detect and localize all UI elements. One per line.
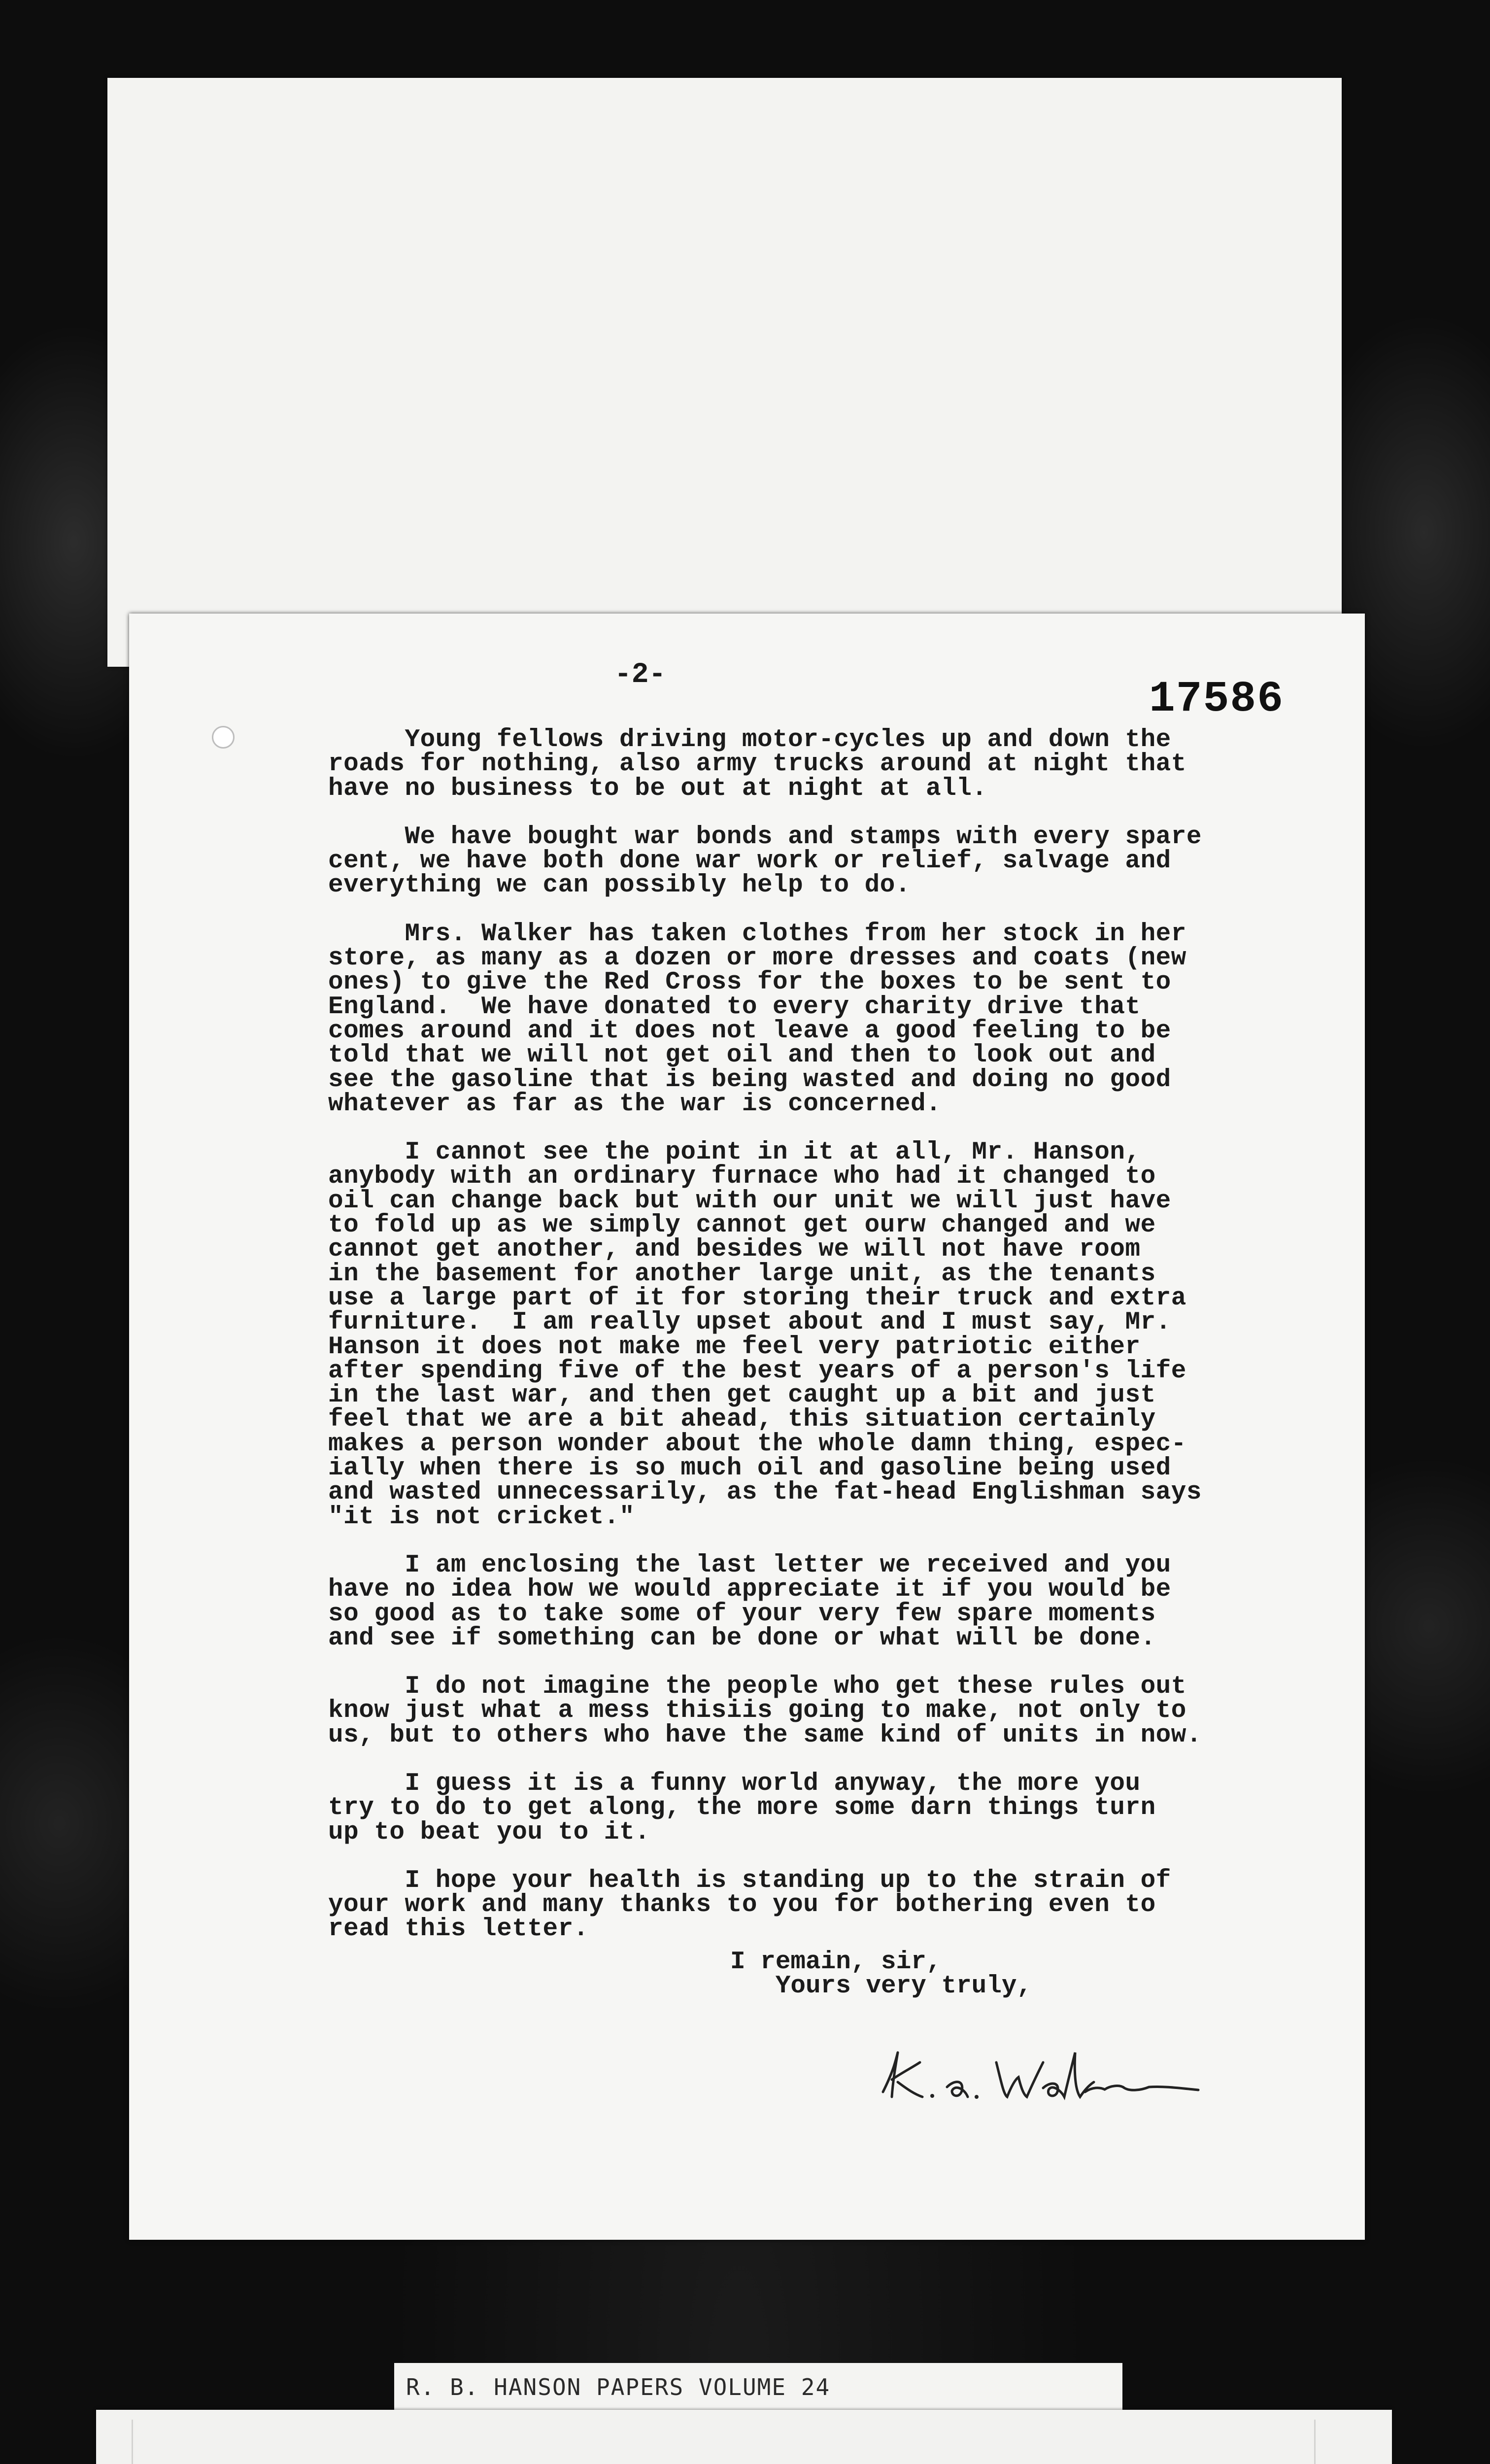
closing-line: I remain, sir, [730, 1948, 942, 1976]
letter-page [129, 614, 1365, 2240]
text-line: I do not imagine the people who get these rules out [328, 1673, 1186, 1701]
text-line: We have bought war bonds and stamps with every spare [328, 822, 1202, 851]
text-line: told that we will not get oil and then to look out and [328, 1041, 1156, 1070]
text-line: see the gasoline that is being wasted and doing no good [328, 1065, 1171, 1094]
text-line: anybody with an ordinary furnace who had it changed to [328, 1163, 1156, 1191]
page-number: -2- [614, 659, 666, 691]
text-line: cent, we have both done war work or relief, salvage and [328, 847, 1171, 876]
paragraph [328, 728, 1333, 801]
text-line: feel that we are a bit ahead, this situation certainly [328, 1405, 1156, 1434]
text-line: store, as many as a dozen or more dresses and coats (new [328, 944, 1186, 973]
letter-body [328, 728, 1333, 1942]
text-line: use a large part of it for storing their truck and extra [328, 1284, 1186, 1312]
text-line: makes a person wonder about the whole damn thing, espec- [328, 1430, 1186, 1458]
text-line: comes around and it does not leave a good feeling to be [328, 1017, 1171, 1045]
text-line: everything we can possibly help to do. [328, 871, 911, 900]
text-line: whatever as far as the war is concerned. [328, 1090, 942, 1118]
paragraph [328, 1553, 1333, 1650]
archive-stamp-card [96, 2410, 1392, 2464]
closing [730, 1950, 1032, 1999]
text-line: us, but to others who have the same kind of units in now. [328, 1721, 1202, 1749]
text-line: in the last war, and then get caught up a bit and just [328, 1381, 1156, 1410]
text-line: I hope your health is standing up to the strain of [328, 1866, 1171, 1895]
text-line: have no idea how we would appreciate it if you would be [328, 1575, 1171, 1604]
text-line: your work and many thanks to you for bothering even to [328, 1891, 1156, 1919]
text-line: in the basement for another large unit, as the tenants [328, 1260, 1156, 1288]
text-line: have no business to be out at night at all. [328, 774, 987, 803]
text-line: up to beat you to it. [328, 1818, 650, 1847]
text-line: I am enclosing the last letter we received and you [328, 1551, 1171, 1579]
text-line: ones) to give the Red Cross for the boxes to be sent to [328, 968, 1171, 997]
text-line: furniture. I am really upset about and I must say, Mr. [328, 1308, 1171, 1337]
text-line: so good as to take some of your very few spare moments [328, 1600, 1156, 1628]
card-edge-left [102, 2420, 133, 2464]
volume-label-text: R. B. HANSON PAPERS VOLUME 24 [406, 2374, 831, 2400]
text-line: to fold up as we simply cannot get ourw changed and we [328, 1211, 1156, 1240]
previous-page-sheet [107, 78, 1342, 667]
text-line: try to do to get along, the more some darn things turn [328, 1794, 1156, 1822]
text-line: after spending five of the best years of a person's life [328, 1357, 1186, 1385]
paragraph [328, 1769, 1333, 1847]
text-line: I guess it is a funny world anyway, the more you [328, 1769, 1141, 1798]
paragraph [328, 822, 1333, 900]
text-line: I cannot see the point in it at all, Mr. Hanson, [328, 1138, 1141, 1167]
card-edge-right [1314, 2420, 1345, 2464]
document-number: 17586 [1149, 675, 1285, 724]
text-line: "it is not cricket." [328, 1503, 635, 1531]
handwritten-signature [873, 2033, 1218, 2117]
text-line: Mrs. Walker has taken clothes from her stock in her [328, 920, 1186, 948]
text-line: and see if something can be done or what will be done. [328, 1624, 1156, 1652]
text-line: read this letter. [328, 1915, 589, 1944]
text-line: Young fellows driving motor-cycles up and down the [328, 726, 1171, 754]
volume-label [394, 2363, 1122, 2412]
text-line: oil can change back but with our unit we will just have [328, 1187, 1171, 1215]
text-line: roads for nothing, also army trucks around at night that [328, 750, 1186, 779]
text-line: England. We have donated to every charity drive that [328, 992, 1141, 1021]
text-line: Hanson it does not make me feel very patriotic either [328, 1333, 1141, 1361]
text-line: cannot get another, and besides we will not have room [328, 1235, 1141, 1264]
closing-line: Yours very truly, [730, 1972, 1032, 2001]
text-line: know just what a mess thisiis going to make, not only to [328, 1697, 1186, 1725]
text-line: and wasted unnecessarily, as the fat-head Englishman says [328, 1478, 1202, 1507]
paragraph [328, 1675, 1333, 1747]
paragraph [328, 922, 1333, 1116]
paragraph [328, 1866, 1333, 1944]
paragraph [328, 1140, 1333, 1529]
punch-hole [212, 726, 235, 749]
text-line: ially when there is so much oil and gasoline being used [328, 1454, 1171, 1483]
